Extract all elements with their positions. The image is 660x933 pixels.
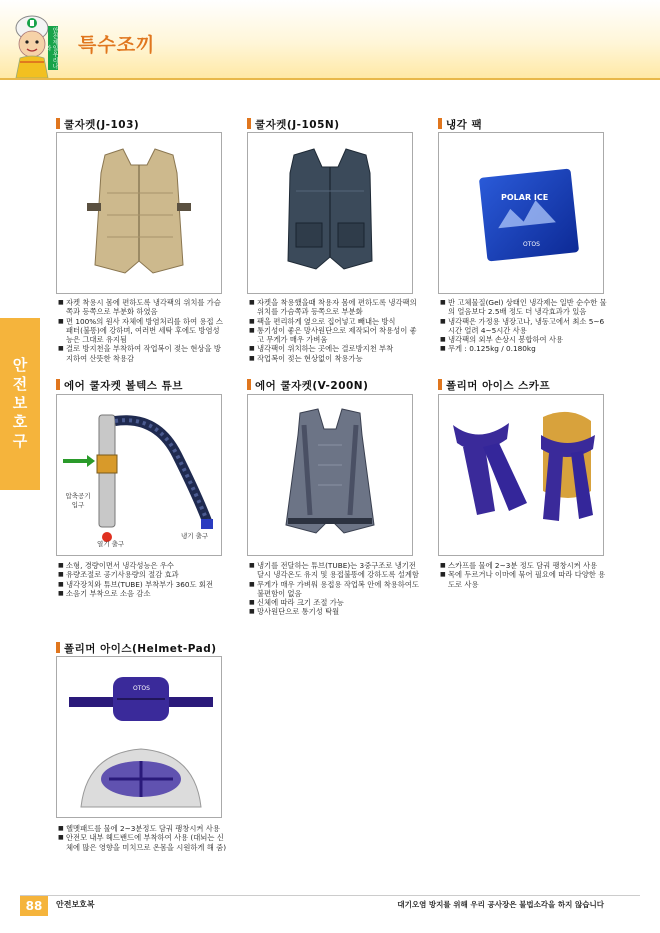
list-item: ■ 헬멧패드를 물에 2~3분정도 담궈 팽창시켜 사용 [58, 824, 228, 833]
list-item: ■ 냉각장치와 튜브(TUBE) 부착부가 360도 회전 [58, 580, 226, 589]
list-item: ■ 목에 두르거나 이마에 묶어 필요에 따라 다양한 용도로 사용 [440, 570, 610, 589]
list-item: ■ 냉각팩의 외부 손상시 봉합하여 사용 [440, 335, 610, 344]
bullets-helmet-pad [58, 824, 228, 852]
bullets-v200n [249, 561, 421, 617]
list-item: ■ 냉각팩이 위치하는 곳에는 결로방지천 부착 [249, 344, 417, 353]
label-air-inlet: 압축공기 입구 [65, 492, 91, 509]
section-title-ice-scarf: 폴리머 아이스 스카프 [438, 378, 550, 393]
footer-divider [20, 895, 640, 896]
side-category-label: 안전보호구 [10, 356, 29, 452]
ice-pack-brand: POLAR ICE [501, 193, 549, 202]
mascot-icon [8, 12, 68, 78]
section-title-vortex-tube: 에어 쿨자켓 볼텍스 튜브 [56, 378, 183, 393]
label-hot-outlet: 열기 출구 [97, 540, 125, 548]
bullets-ice-pack [440, 298, 610, 354]
photo-helmet-pad [56, 656, 222, 818]
photo-air-cool-jacket-v200n [247, 394, 413, 556]
list-item: ■ 스카프를 물에 2~3분 정도 담궈 팽창시켜 사용 [440, 561, 610, 570]
list-item: ■ 면 100%의 원사 자체에 방염처리를 하여 용접 스패터(불똥)에 강하며, 여러번 세탁 후에도 방염성능은 그대로 유지됨 [58, 317, 224, 345]
photo-cool-jacket-j105n [247, 132, 413, 294]
bullets-j103 [58, 298, 224, 363]
bullets-vortex-tube [58, 561, 226, 598]
list-item: ■ 무게 : 0.125kg / 0.180kg [440, 344, 610, 353]
list-item: ■ 통기성이 좋은 망사원단으로 제작되어 착용성이 좋고 무게가 매우 가벼움 [249, 326, 417, 345]
list-item: ■ 신체에 따라 크기 조절 가능 [249, 598, 421, 607]
list-item: ■ 유량조절로 공기사용량의 절감 효과 [58, 570, 226, 579]
page-title: 특수조끼 [78, 34, 156, 56]
list-item: ■ 냉각팩은 가정용 냉장고나, 냉동고에서 최소 5~6시간 얼려 4~5시간 사용 [440, 317, 610, 336]
section-title-v200n: 에어 쿨자켓(V-200N) [247, 378, 368, 393]
list-item: ■ 소음기 부착으로 소음 감소 [58, 589, 226, 598]
list-item: ■ 반 고체물질(Gel) 상태인 냉각제는 일반 순수한 물의 얼음보다 2.5배 정도 더 냉각효과가 있음 [440, 298, 610, 317]
vest-navy-icon [248, 133, 412, 293]
bullets-ice-scarf [440, 561, 610, 589]
list-item: ■ 결로 방지천을 부착하여 작업복이 젖는 현상을 방지하여 산뜻한 착용감 [58, 344, 224, 363]
footer-slogan: 대기오염 방지를 위해 우리 공사장은 불법소각을 하지 않습니다 [397, 900, 604, 909]
mesh-vest-icon [248, 395, 412, 555]
section-title-j105n: 쿨자켓(J-105N) [247, 117, 340, 132]
list-item: ■ 냉기를 전달하는 튜브(TUBE)는 3중구조로 냉기전달시 냉각온도 유지 및 용접불똥에 강하도록 설계함 [249, 561, 421, 580]
ice-pack-icon [439, 133, 603, 293]
list-item: ■ 무게가 매우 가벼워 용접용 작업복 안에 착용하여도 불편함이 없음 [249, 580, 421, 599]
bullets-j105n [249, 298, 417, 363]
vest-beige-icon [57, 133, 221, 293]
section-title-helmet-pad: 폴리머 아이스(Helmet-Pad) [56, 641, 217, 656]
photo-ice-scarf [438, 394, 604, 556]
list-item: ■ 자켓 착용시 몸에 편하도록 냉각팩의 위치를 가슴쪽과 등쪽으로 부분화 하였음 [58, 298, 224, 317]
photo-vortex-tube [56, 394, 222, 556]
helmet-pad-icon [57, 657, 221, 817]
label-cold-outlet: 냉기 출구 [181, 532, 209, 540]
list-item: ■ 자켓을 착용했을때 착용자 몸에 편하도록 냉각팩의 위치를 가슴쪽과 등쪽으로 부분화 [249, 298, 417, 317]
footer-section-label: 안전보호복 [56, 900, 95, 909]
section-title-j103: 쿨자켓(J-103) [56, 117, 139, 132]
header-divider [0, 78, 660, 80]
list-item: ■ 망사원단으로 통기성 탁월 [249, 607, 421, 616]
page-number: 88 [20, 896, 48, 916]
pad-maker: OTOS [133, 685, 150, 692]
photo-cool-jacket-j103 [56, 132, 222, 294]
list-item: ■ 소형, 경량이면서 냉각성능은 우수 [58, 561, 226, 570]
section-title-ice-pack: 냉각 팩 [438, 117, 482, 132]
scarf-icon [439, 395, 603, 555]
ice-pack-maker: OTOS [523, 241, 540, 248]
list-item: ■ 작업복이 젖는 현상없이 착용가능 [249, 354, 417, 363]
list-item: ■ 팩을 편리하게 옆으로 집어넣고 빼내는 방식 [249, 317, 417, 326]
side-category-tab [0, 318, 40, 490]
list-item: ■ 안전모 내부 헤드밴드에 부착하여 사용 (대뇌는 신체에 많은 영향을 미치므로 온몸을 시원하게 해 줌) [58, 833, 228, 852]
safety-logo-tag: 안전제일우리나라 [44, 27, 58, 69]
photo-ice-pack [438, 132, 604, 294]
